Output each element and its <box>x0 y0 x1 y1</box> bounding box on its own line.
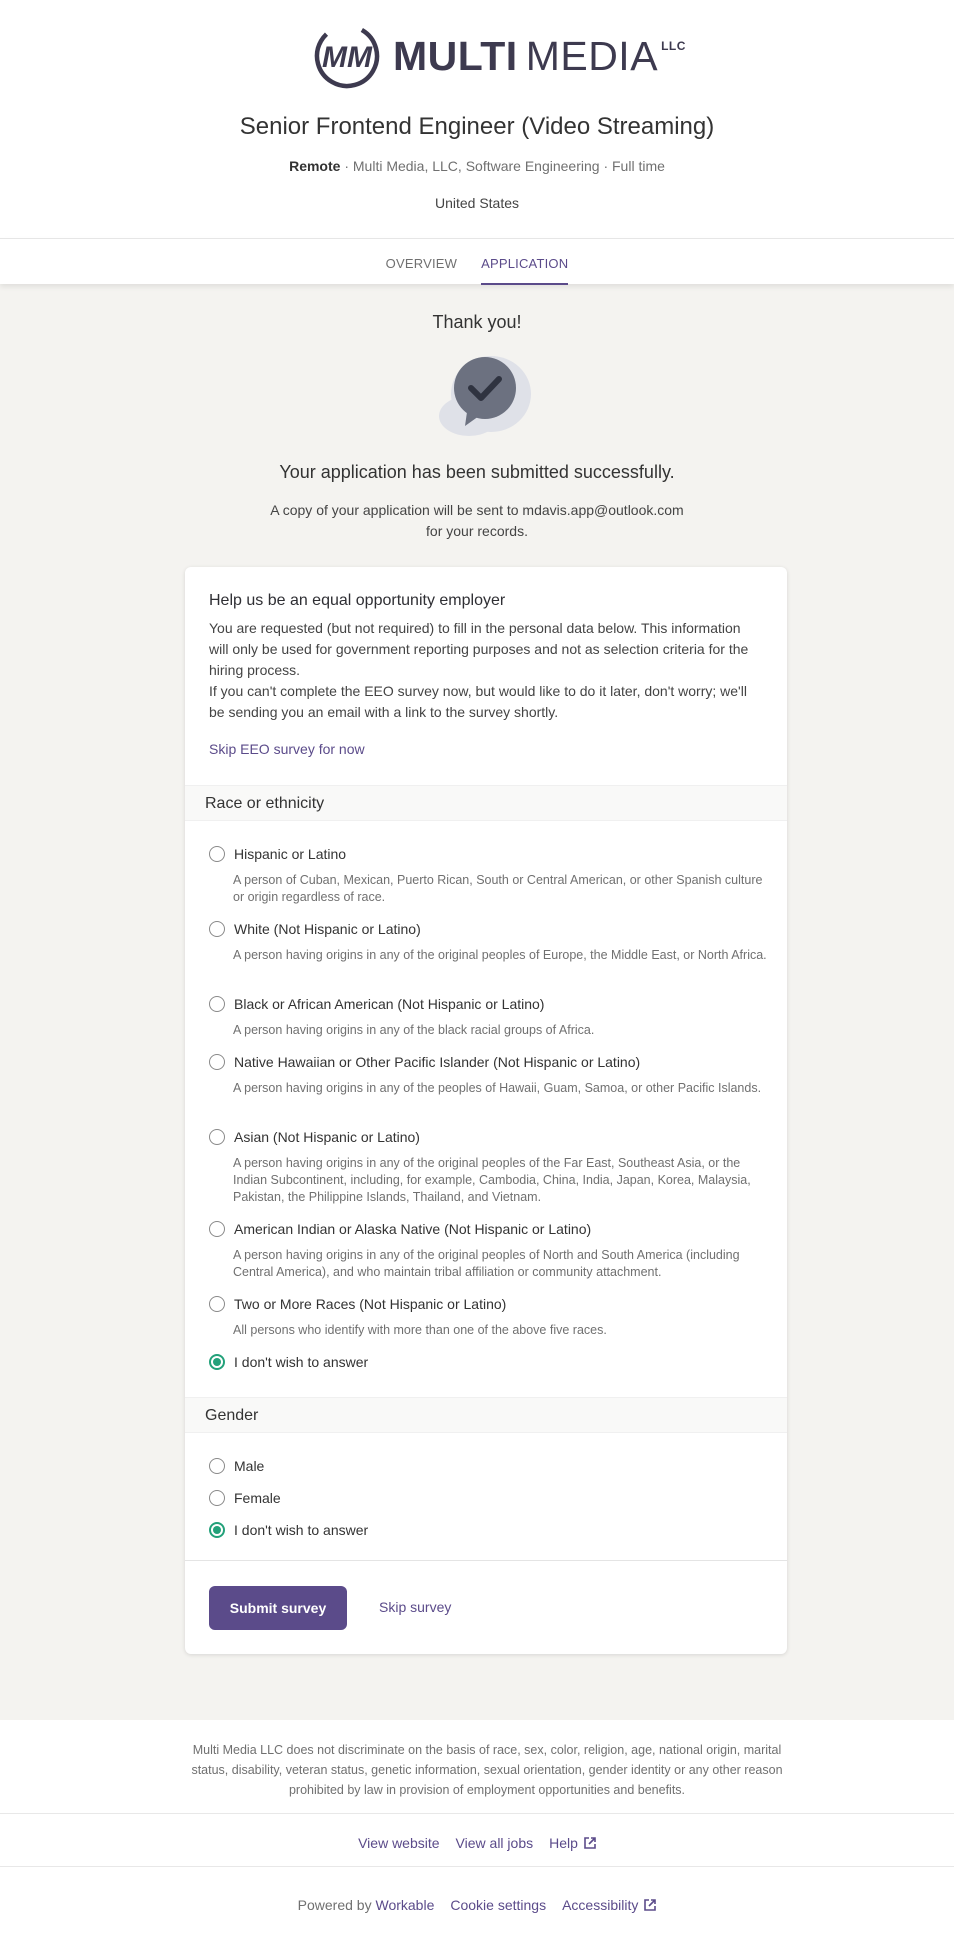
multimedia-logo-icon <box>313 22 381 90</box>
radio-button[interactable] <box>209 1490 225 1506</box>
job-meta-details: · Multi Media, LLC, Software Engineering · Full time <box>340 158 665 174</box>
option-label: Hispanic or Latino <box>234 846 347 862</box>
job-meta <box>0 158 954 174</box>
gender-option[interactable] <box>209 1489 769 1507</box>
help-link-label: Help <box>549 1835 578 1851</box>
option-description: All persons who identify with more than one of the above five races. <box>233 1323 607 1337</box>
footer-links <box>0 1835 954 1851</box>
skip-survey-link[interactable]: Skip survey <box>379 1599 452 1615</box>
radio-button[interactable] <box>209 921 225 937</box>
divider <box>0 1813 954 1814</box>
main-content <box>0 284 954 1720</box>
race-option[interactable] <box>209 920 769 964</box>
survey-intro <box>185 567 787 759</box>
option-label: White (Not Hispanic or Latino) <box>234 921 421 937</box>
race-option[interactable] <box>209 995 769 1039</box>
divider <box>0 1866 954 1867</box>
option-label: American Indian or Alaska Native (Not Hispanic or Latino) <box>234 1221 592 1237</box>
option-description: A person having origins in any of the peoples of Hawaii, Guam, Samoa, or other Pacific Islands. <box>233 1081 762 1095</box>
external-link-icon <box>644 1899 656 1911</box>
view-all-jobs-link[interactable]: View all jobs <box>455 1835 534 1851</box>
race-option[interactable] <box>209 1128 769 1206</box>
company-wordmark <box>393 33 686 80</box>
race-option[interactable] <box>209 1295 769 1339</box>
option-description: A person of Cuban, Mexican, Puerto Rican, South or Central American, or other Spanish culture or origin regardless of race. <box>233 873 763 904</box>
submit-survey-button[interactable]: Submit survey <box>209 1586 347 1630</box>
race-option-selected[interactable] <box>209 1353 769 1371</box>
option-label: Native Hawaiian or Other Pacific Islander (Not Hispanic or Latino) <box>234 1054 641 1070</box>
job-location: United States <box>434 195 520 211</box>
company-logo <box>313 22 686 90</box>
option-description: A person having origins in any of the original peoples of Europe, the Middle East, or North Africa. <box>233 948 767 962</box>
option-label: Female <box>234 1490 281 1506</box>
accessibility-link-label: Accessibility <box>562 1897 639 1913</box>
option-label: I don't wish to answer <box>234 1354 369 1370</box>
option-description: A person having origins in any of the original peoples of the Far East, Southeast Asia, or the Indian Subcontinent, including, for example, Cambodia, China, India, Japan, Korea, Malaysia, Pakistan, the Philippine Islands, Thailand, and Vietnam. <box>233 1156 751 1204</box>
option-label: I don't wish to answer <box>234 1522 369 1538</box>
tab-overview[interactable]: OVERVIEW <box>385 256 458 271</box>
wordmark-suffix: LLC <box>661 38 686 53</box>
job-title: Senior Frontend Engineer (Video Streaming) <box>239 113 715 140</box>
chat-check-icon <box>437 354 533 442</box>
option-label: Two or More Races (Not Hispanic or Latino) <box>234 1296 507 1312</box>
gender-option-selected[interactable] <box>209 1521 769 1539</box>
powered-by-row <box>0 1897 954 1913</box>
survey-title: Help us be an equal opportunity employer <box>209 592 506 609</box>
svg-text:MM: MM <box>322 41 372 74</box>
option-description: A person having origins in any of the original peoples of North and South America (including Central America), and who maintain tribal affiliation or community attachment. <box>233 1248 740 1279</box>
radio-button[interactable] <box>209 996 225 1012</box>
option-label: Black or African American (Not Hispanic or Latino) <box>234 996 545 1012</box>
skip-eeo-link[interactable]: Skip EEO survey for now <box>209 741 365 757</box>
workplace-type: Remote <box>289 158 341 174</box>
page-footer <box>0 1720 954 1933</box>
radio-button[interactable] <box>209 1458 225 1474</box>
radio-button[interactable] <box>209 1054 225 1070</box>
help-link[interactable] <box>549 1835 596 1851</box>
radio-button-checked[interactable] <box>209 1522 225 1538</box>
option-label: Male <box>234 1458 265 1474</box>
copy-note: A copy of your application will be sent to mdavis.app@outlook.com for your records. <box>270 502 684 539</box>
accessibility-link[interactable] <box>562 1897 656 1913</box>
race-option[interactable] <box>209 845 769 906</box>
race-option[interactable] <box>209 1220 769 1281</box>
survey-intro-text: You are requested (but not required) to fill in the personal data below. This information will only be used for government reporting purposes and not as selection criteria for the hiring process. <box>209 620 749 678</box>
radio-button[interactable] <box>209 1296 225 1312</box>
option-label: Asian (Not Hispanic or Latino) <box>234 1129 420 1145</box>
thanks-heading: Thank you! <box>432 312 522 332</box>
wordmark-light: MEDIA <box>525 32 659 79</box>
gender-section-heading: Gender <box>185 1397 787 1433</box>
tab-application[interactable]: APPLICATION <box>481 239 568 285</box>
job-tabs <box>0 238 954 284</box>
survey-later-note: If you can't complete the EEO survey now, but would like to do it later, don't worry; we'll be sending you an email with a link to the survey shortly. <box>209 683 747 720</box>
radio-button[interactable] <box>209 846 225 862</box>
view-website-link[interactable]: View website <box>358 1835 440 1851</box>
radio-button[interactable] <box>209 1221 225 1237</box>
job-header <box>0 0 954 238</box>
eeo-statement: Multi Media LLC does not discriminate on the basis of race, sex, color, religion, age, national origin, marital status, disability, veteran status, genetic information, sexual orientation, gender identity or any other reason prohibited by law in provision of employment opportunities and benefits. <box>191 1743 783 1797</box>
radio-button[interactable] <box>209 1129 225 1145</box>
gender-option[interactable] <box>209 1457 769 1475</box>
success-message: Your application has been submitted successfully. <box>279 462 675 482</box>
workable-link[interactable]: Workable <box>375 1897 435 1913</box>
option-description: A person having origins in any of the black racial groups of Africa. <box>233 1023 595 1037</box>
external-link-icon <box>584 1837 596 1849</box>
eeo-survey-card <box>185 567 787 1654</box>
race-section-heading: Race or ethnicity <box>185 785 787 821</box>
cookie-settings-link[interactable]: Cookie settings <box>450 1897 547 1913</box>
powered-by-text: Powered by <box>297 1897 372 1913</box>
wordmark-bold: MULTI <box>393 32 518 79</box>
radio-button-checked[interactable] <box>209 1354 225 1370</box>
divider <box>185 1560 787 1561</box>
race-option[interactable] <box>209 1053 769 1097</box>
